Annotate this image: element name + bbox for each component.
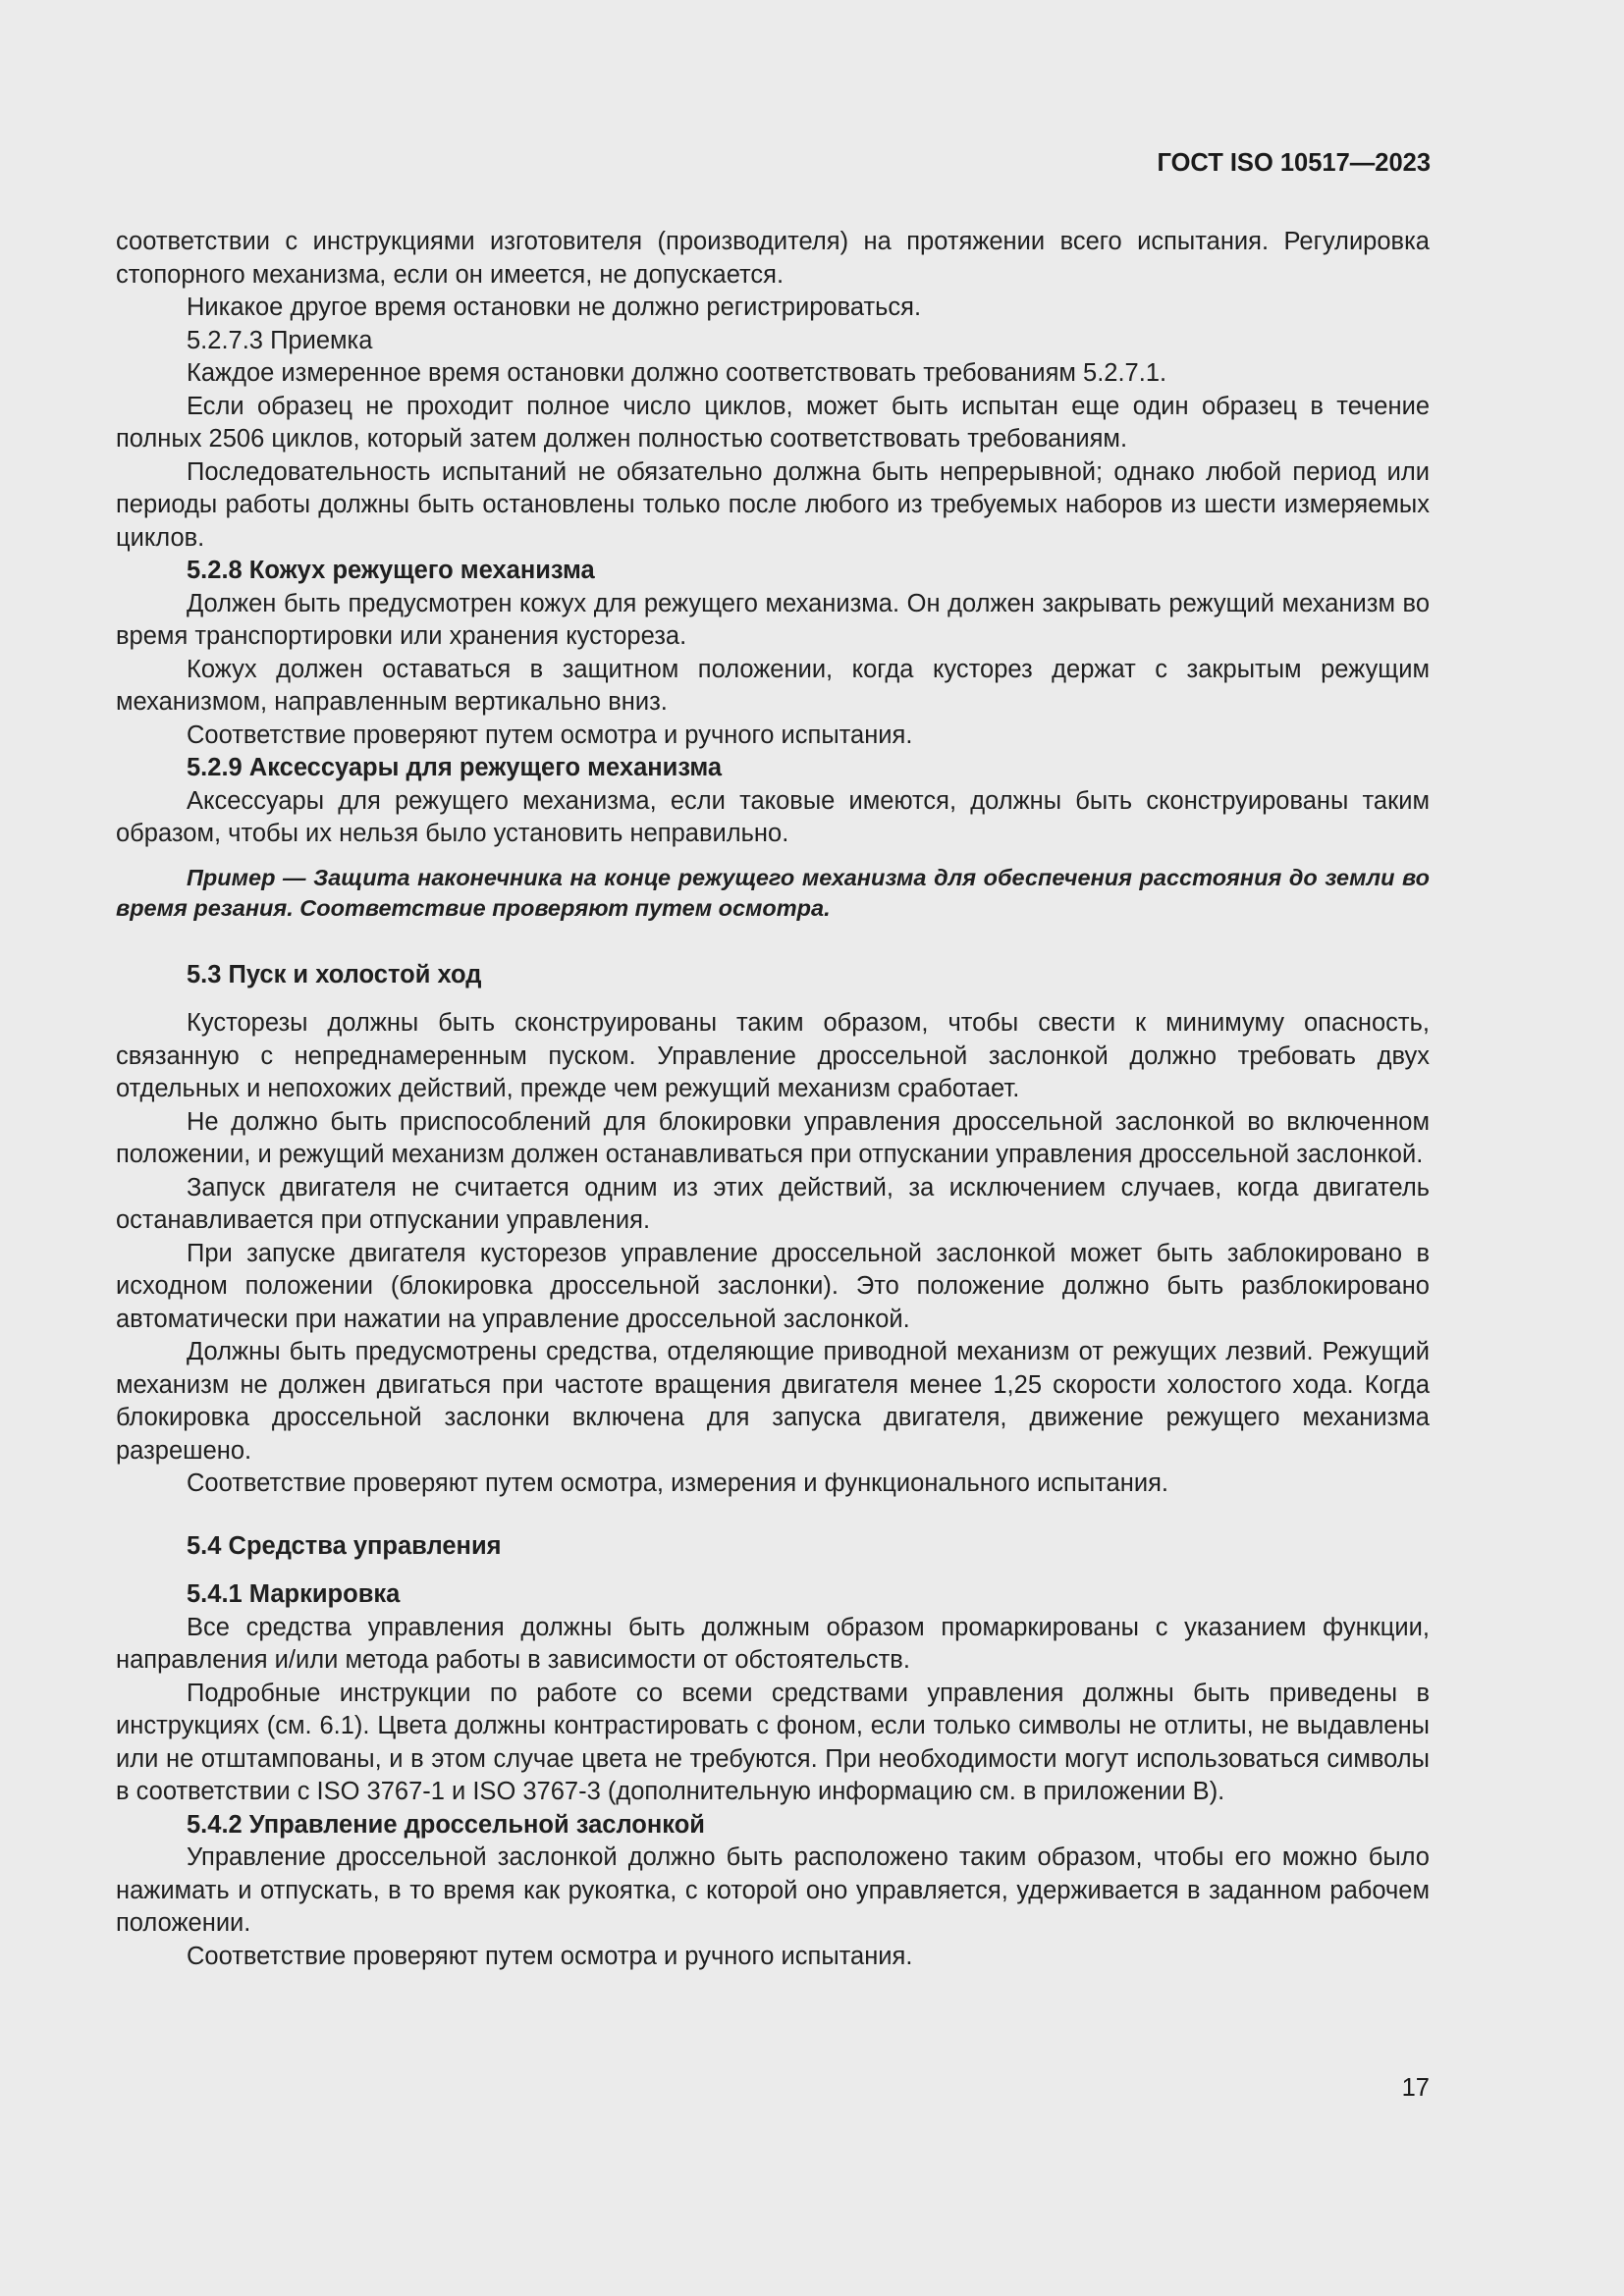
paragraph: Кожух должен оставаться в защитном положении, когда кусторез держат с закрытым режущим механизмом, направленным вертикально вниз. — [116, 655, 1430, 716]
paragraph: Соответствие проверяют путем осмотра, измерения и функционального испытания. — [187, 1469, 1168, 1497]
example-note: Пример — Защита наконечника на конце режущего механизма для обеспечения расстояния до земли во время резания. Соответствие проверяют путем осмотра. — [116, 864, 1430, 921]
paragraph: Никакое другое время остановки не должно регистрироваться. — [187, 294, 922, 321]
paragraph: Последовательность испытаний не обязательно должна быть непрерывной; однако любой период или периоды работы должны быть остановлены только после любого из требуемых наборов из шести измеряемых циклов. — [116, 457, 1430, 552]
section-heading: 5.3 Пуск и холостой ход — [187, 960, 482, 988]
page-number: 17 — [1401, 2074, 1430, 2102]
section-heading: 5.4 Средства управления — [187, 1531, 502, 1560]
page-content — [116, 226, 1430, 1973]
document-header: ГОСТ ISO 10517—2023 — [1157, 149, 1431, 177]
paragraph: Запуск двигателя не считается одним из этих действий, за исключением случаев, когда двигатель останавливается при отпускании управления. — [116, 1173, 1430, 1234]
section-heading: 5.2.8 Кожух режущего механизма — [187, 557, 595, 584]
section-heading: 5.4.2 Управление дроссельной заслонкой — [187, 1810, 705, 1839]
paragraph: Управление дроссельной заслонкой должно быть расположено таким образом, чтобы его можно было нажимать и отпускать, в то время как рукоятка, с которой оно управляется, удерживается в заданном рабочем положении. — [116, 1843, 1430, 1937]
subsection-heading: 5.2.7.3 Приемка — [187, 326, 373, 354]
paragraph: При запуске двигателя кусторезов управление дроссельной заслонкой может быть заблокировано в исходном положении (блокировка дроссельной заслонки). Это положение должно быть разблокировано автоматически при нажатии на управление дроссельной заслонкой. — [116, 1239, 1430, 1333]
paragraph: Должны быть предусмотрены средства, отделяющие приводной механизм от режущих лезвий. Режущий механизм не должен двигаться при частоте вращения двигателя менее 1,25 скорости холостого хода. Когда блокировка дроссельной заслонки включена для запуска двигателя, движение режущего механизма разрешено. — [116, 1338, 1430, 1465]
paragraph: Не должно быть приспособлений для блокировки управления дроссельной заслонкой во включенном положении, и режущий механизм должен останавливаться при отпускании управления дроссельной заслонкой. — [116, 1107, 1430, 1168]
paragraph: Кусторезы должны быть сконструированы таким образом, чтобы свести к минимуму опасность, связанную с непреднамеренным пуском. Управление дроссельной заслонкой должно требовать двух отдельных и непохожих действий, прежде чем режущий механизм сработает. — [116, 1009, 1430, 1102]
section-heading: 5.2.9 Аксессуары для режущего механизма — [187, 754, 723, 781]
paragraph: Соответствие проверяют путем осмотра и ручного испытания. — [187, 1942, 913, 1970]
paragraph: Подробные инструкции по работе со всеми средствами управления должны быть приведены в инструкциях (см. 6.1). Цвета должны контрастировать с фоном, если только символы не отлиты, не выдавлены или не отштампованы, и в этом случае цвета не требуются. При необходимости могут использоваться символы в соответствии с ISO 3767-1 и ISO 3767-3 (дополнительную информацию см. в приложении В). — [116, 1679, 1430, 1805]
paragraph: Должен быть предусмотрен кожух для режущего механизма. Он должен закрывать режущий механизм во время транспортировки или хранения кустореза. — [116, 589, 1430, 650]
paragraph: Аксессуары для режущего механизма, если таковые имеются, должны быть сконструированы таким образом, чтобы их нельзя было установить неправильно. — [116, 786, 1430, 847]
paragraph: соответствии с инструкциями изготовителя (производителя) на протяжении всего испытания. Регулировка стопорного механизма, если он имеется, не допускается. — [116, 228, 1430, 289]
paragraph: Соответствие проверяют путем осмотра и ручного испытания. — [187, 721, 913, 749]
paragraph: Все средства управления должны быть должным образом промаркированы с указанием функции, направления и/или метода работы в зависимости от обстоятельств. — [116, 1613, 1430, 1674]
paragraph: Каждое измеренное время остановки должно соответствовать требованиям 5.2.7.1. — [187, 359, 1167, 387]
paragraph: Если образец не проходит полное число циклов, может быть испытан еще один образец в течение полных 2506 циклов, который затем должен полностью соответствовать требованиям. — [116, 392, 1430, 453]
section-heading: 5.4.1 Маркировка — [187, 1580, 401, 1608]
